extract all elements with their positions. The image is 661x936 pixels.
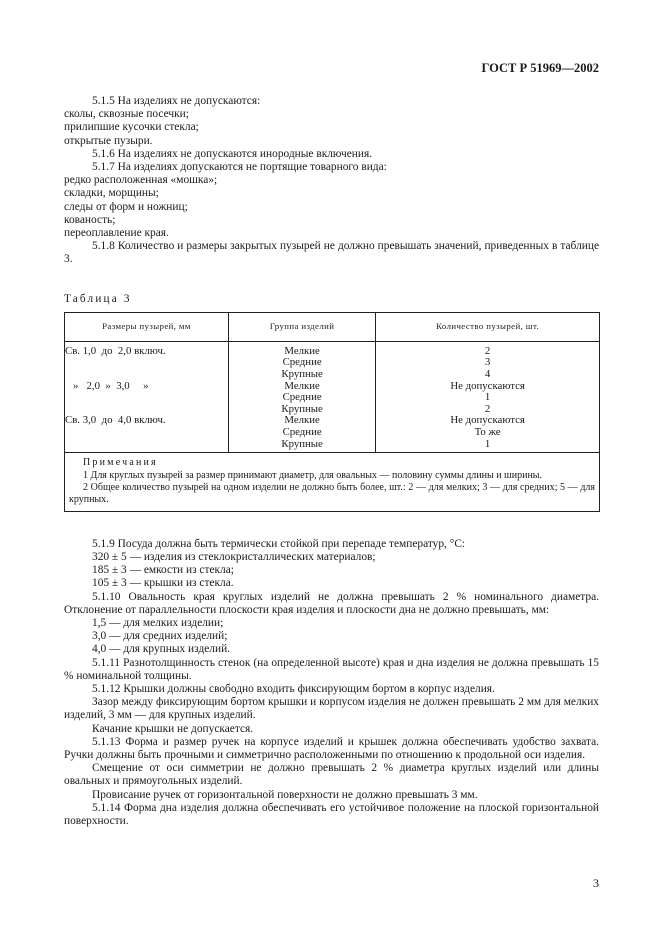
list-item: 4,0 — для крупных изделий. [92,643,231,656]
group-set-2 [229,381,375,416]
list-item: складки, морщины; [64,187,159,200]
note-1: 1 Для круглых пузырей за размер принимают диаметр, для овальных — половину суммы длины и ширины. [83,469,543,481]
clause-5-1-8: 5.1.8 Количество и размеры закрытых пузырей не должно превышать значений, приведенных в таблице 3. [64,240,599,266]
count-set-2 [376,381,599,416]
size-group-2 [65,381,228,416]
table-cell: Крупные [281,368,323,381]
list-item: 1,5 — для мелких изделии; [92,617,224,630]
count-set-3 [376,415,599,450]
list-item: прилипшие кусочки стекла; [64,121,199,134]
clause-5-1-13: 5.1.13 Форма и размер ручек на корпусе изделий и крышек должна обеспечивать удобство захвата. Ручки должны быть прочными и симметрично расположенными по отношению к продольной оси изделия. [64,735,599,762]
list-item: переоплавление края. [64,227,169,240]
bubbles-table [64,312,600,512]
column-header-group: Группа изделий [229,312,376,341]
clause-5-1-10: 5.1.10 Овальность края круглых изделий не должна превышать 2 % номинального диаметра. Отклонение от параллельности плоскости края изделия и плоскости дна не должно превышать, мм: [64,590,599,616]
table-cell: 3 [484,356,491,369]
table-body [65,341,600,452]
list-item: редко расположенная «мошка»; [64,174,218,187]
list-item: следы от форм и ножниц; [64,200,188,213]
table-cell: 1 [484,437,491,450]
table-cell: Не допускаются [450,414,525,427]
table-cell: Средние [282,426,322,438]
table-cell: Крупные [281,402,323,415]
clause-5-1-6: 5.1.6 На изделиях не допускаются инородные включения. [92,147,373,160]
list-item: кованость; [64,213,116,226]
table-cell: Средние [282,356,322,369]
paragraph: Смещение от оси симметрии не должно превышать 2 % диаметра круглых изделий или длины овальных и прямоугольных изделий. [64,762,599,788]
page-number: 3 [593,876,599,890]
table-cell: Мелкие [284,344,320,357]
table-cell: » 2,0 » 3,0 » [73,379,149,392]
table-cell: Св. 3,0 до 4,0 включ. [65,414,166,427]
list-item: открытые пузыри. [64,134,153,147]
size-group-3 [65,415,228,450]
table-cell: Средние [282,391,322,404]
clause-5-1-9: 5.1.9 Посуда должна быть термически стойкой при перепаде температур, °С: [92,537,466,550]
table-cell: Мелкие [284,379,320,392]
clause-5-1-7: 5.1.7 На изделиях допускаются не портящие товарного вида: [92,161,387,174]
clause-5-1-11: 5.1.11 Разнотолщинность стенок (на определенной высоте) края и дна изделия не должна превышать 15 % номинальной толщины. [64,656,599,682]
group-column [229,341,376,452]
table-header-row [65,312,600,341]
group-set-3 [229,415,375,450]
document-code: ГОСТ Р 51969—2002 [481,61,599,75]
count-column [376,341,600,452]
size-column [65,341,229,452]
paragraph: Зазор между фиксирующим бортом крышки и корпусом изделия не должен превышать 2 мм для мелких изделий, 3 мм — для крупных изделий. [64,696,599,722]
table-notes-row [65,453,600,512]
paragraph: Провисание ручек от горизонтальной поверхности не должно превышать 3 мм. [92,788,478,801]
section-5-1-5-to-5-1-8 [64,95,599,267]
column-header-count: Количество пузырей, шт. [376,312,600,341]
table-cell: 2 [484,344,491,357]
column-header-size: Размеры пузырей, мм [65,312,229,341]
clause-5-1-12: 5.1.12 Крышки должны свободно входить фиксирующим бортом в корпус изделия. [92,683,495,696]
table-cell: Крупные [281,437,323,450]
table-cell: Св. 1,0 до 2,0 включ. [65,344,166,357]
list-item: 320 ± 5 — изделия из стеклокристаллических материалов; [92,551,376,564]
list-item: 185 ± 3 — емкости из стекла; [92,564,234,577]
table-cell: 1 [484,391,491,404]
table-cell: То же [474,426,501,438]
table-cell: 4 [484,368,491,381]
table-notes [65,453,600,512]
clause-5-1-14: 5.1.14 Форма дна изделия должна обеспечивать его устойчивое положение на плоской горизонтальной поверхности. [64,801,599,828]
count-set-1 [376,346,599,381]
list-item: 3,0 — для средних изделий; [92,630,228,643]
notes-title: Примечания [83,457,158,469]
table-caption: Таблица 3 [64,292,132,305]
list-item: сколы, сквозные посечки; [64,108,189,121]
table-cell: Не допускаются [450,379,525,392]
table-cell: 2 [484,402,491,415]
list-item: 105 ± 3 — крышки из стекла. [92,577,234,590]
table-cell: Мелкие [284,414,320,427]
page-content [64,95,599,828]
group-set-1 [229,346,375,381]
section-5-1-9-to-5-1-14 [64,538,599,828]
note-2: 2 Общее количество пузырей на одном изделии не должно быть более, шт.: 2 — для мелких; 3 — для средних; 5 — для крупных. [69,482,595,506]
size-group-1 [65,346,228,381]
paragraph: Качание крышки не допускается. [92,722,254,735]
clause-5-1-5: 5.1.5 На изделиях не допускаются: [92,95,261,107]
